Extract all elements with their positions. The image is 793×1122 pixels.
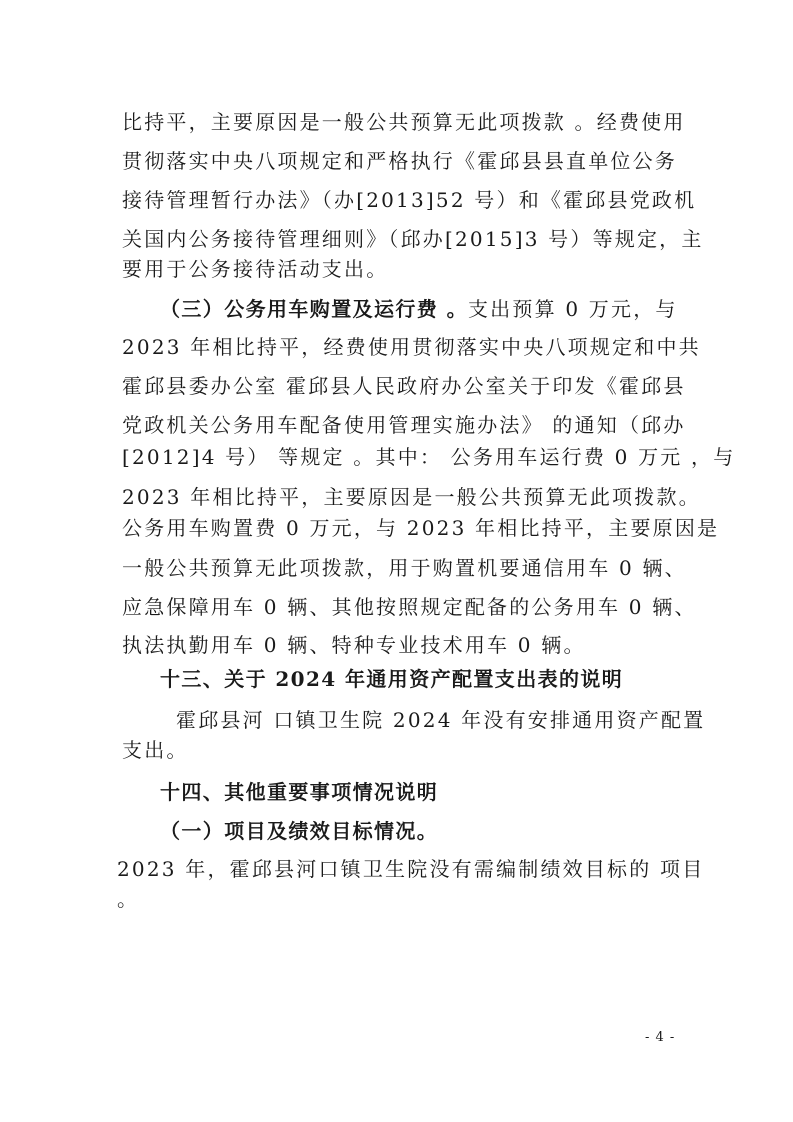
body-line: 2023 年，霍邱县河口镇卫生院没有需编制绩效目标的 项目 [117,857,705,881]
subsection-heading: （一）项目及绩效目标情况。 [160,819,439,843]
body-line: 。 [117,887,140,911]
body-line: 霍邱县委办公室 霍邱县人民政府办公室关于印发《霍邱县 [122,374,686,398]
page-number: - 4 - [645,1030,676,1045]
body-line: 一般公共预算无此项拨款，用于购置机要通信用车 0 辆、 [122,556,687,580]
section-heading-14: 十四、其他重要事项情况说明 [160,780,439,804]
body-line: 党政机关公务用车配备使用管理实施办法》 的通知（邱办 [122,413,686,437]
body-line: 接待管理暂行办法》（办[2013]52 号）和《霍邱县党政机 [122,188,697,212]
section3-heading: （三）公务用车购置及运行费 。 [160,297,468,321]
body-line: 霍邱县河 口镇卫生院 2024 年没有安排通用资产配置 [176,708,706,732]
body-line: 2023 年相比持平，主要原因是一般公共预算无此项拨款。 [122,485,701,509]
body-line: 关国内公务接待管理细则》（邱办[2015]3 号）等规定，主 [122,227,704,251]
section3-line [160,296,678,322]
body-line: 比持平，主要原因是一般公共预算无此项拨款 。经费使用 [122,110,686,134]
body-line: 公务用车购置费 0 万元，与 2023 年相比持平，主要原因是 [122,516,720,540]
section3-text: 支出预算 0 万元，与 [467,297,678,321]
body-line: 贯彻落实中央八项规定和严格执行《霍邱县县直单位公务 [122,149,677,173]
body-line: 支出。 [122,738,189,762]
body-line: 要用于公务接待活动支出。 [122,257,389,281]
body-line: [2012]4 号） 等规定 。其中： 公务用车运行费 0 万元 ，与 [122,445,736,469]
body-line: 2023 年相比持平，经费使用贯彻落实中央八项规定和中共 [122,335,701,359]
body-line: 应急保障用车 0 辆、其他按照规定配备的公务用车 0 辆、 [122,595,697,619]
body-line: 执法执勤用车 0 辆、特种专业技术用车 0 辆。 [122,633,586,657]
section-heading-13: 十三、关于 2024 年通用资产配置支出表的说明 [160,667,624,691]
